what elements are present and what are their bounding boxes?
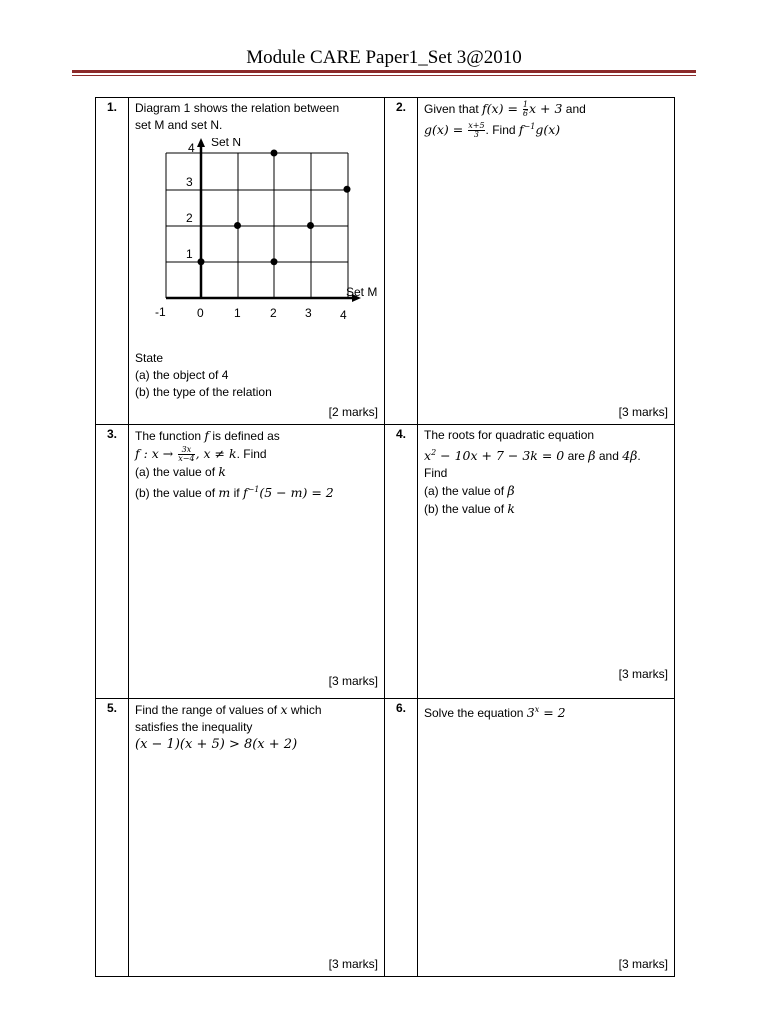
set-m-label: Set M (346, 285, 378, 299)
marks-label: [3 marks] (618, 957, 668, 971)
marks-label: [3 marks] (618, 667, 668, 681)
q4-part-b: (b) the value of k (424, 501, 515, 517)
q6-line1: Solve the equation $3^x = 2$ (424, 705, 566, 721)
y-tick: 2 (186, 211, 193, 225)
question-row-1 (96, 98, 675, 425)
question-2-cell (418, 98, 675, 425)
q1-text-line2: set M and set N. (135, 118, 223, 132)
q3-b-text: (b) the value of (135, 486, 216, 501)
question-5-cell (129, 699, 385, 977)
marks-label: [3 marks] (618, 405, 668, 419)
diagram-axes (166, 143, 357, 298)
diagram-grid (166, 153, 348, 298)
y-tick: 3 (186, 175, 193, 189)
x-tick: 2 (270, 306, 277, 320)
question-row-2 (96, 425, 675, 699)
q3-a-text: (a) the value of (135, 465, 216, 479)
relation-point (271, 150, 278, 157)
relation-point (234, 222, 241, 229)
x-tick: 0 (197, 306, 204, 320)
relation-point (271, 258, 278, 265)
q3-line1: The function f is defined as (135, 428, 280, 443)
q5-suffix-text: which (290, 703, 322, 717)
q3-part-b: (b) the value of m if $f^{-1}(5 - m) = 2$ (135, 485, 334, 501)
header-rule (72, 70, 696, 73)
q2-line1 (424, 100, 668, 118)
x-tick: 4 (340, 308, 347, 322)
q2-and-text: and (565, 102, 586, 116)
q4-and-text: and (598, 449, 619, 464)
marks-label: [3 marks] (328, 957, 378, 971)
page-title: Module CARE Paper1_Set 3@2010 (246, 47, 522, 68)
q2-given-text: Given that (424, 102, 479, 116)
question-number: 4. (385, 425, 418, 699)
q3-line2: f : x → $\frac{3x}{x-4}$ , x ≠ k. Find (135, 445, 267, 463)
q5-prefix-text: Find the range of values of (135, 703, 278, 717)
header-rule-thin (72, 75, 696, 76)
q2-line2 (424, 118, 668, 139)
q2-find-text: . Find (485, 123, 516, 138)
q4-line2: $x^2 - 10x + 7 - 3k = 0$ are β and 4β. (424, 448, 641, 464)
questions-table (95, 97, 675, 977)
marks-label: [2 marks] (328, 405, 378, 419)
question-number: 5. (96, 699, 129, 977)
x-tick: 3 (305, 306, 312, 320)
question-number: 3. (96, 425, 129, 699)
q5-line2: satisfies the inequality (135, 720, 253, 734)
q3-text: The function (135, 429, 202, 443)
q4-find: Find (424, 466, 448, 481)
relation-point (198, 258, 205, 265)
q2-g-def: g(x) = $\frac{x+5}{3}$ (424, 121, 485, 140)
question-3-cell (129, 425, 385, 699)
question-row-3 (96, 699, 675, 977)
relation-diagram (135, 138, 385, 328)
question-4-cell (418, 425, 675, 699)
question-1-cell (129, 98, 385, 425)
q4-line1: The roots for quadratic equation (424, 428, 595, 442)
q5-line1: Find the range of values of x which (135, 702, 322, 717)
q1-text-line1: Diagram 1 shows the relation between (135, 101, 340, 115)
q4-part-a: (a) the value of β (424, 483, 515, 499)
question-6-cell (418, 699, 675, 977)
question-number: 2. (385, 98, 418, 425)
q3-if-text: if (233, 486, 240, 501)
question-number: 6. (385, 699, 418, 977)
set-n-label: Set N (211, 138, 242, 149)
y-tick: 4 (188, 141, 195, 155)
q3-find-text: . Find (236, 447, 267, 461)
q2-expression: $f^{-1}g(x)$ (518, 122, 561, 138)
q3-defined-text: is defined as (212, 429, 280, 443)
q5-inequality: (x − 1)(x + 5) > 8(x + 2) (135, 737, 298, 752)
q6-prefix-text: Solve the equation (424, 706, 524, 721)
q2-f-def: f(x) = $\frac{1}{6}$ x + 3 (482, 100, 563, 118)
x-tick: -1 (155, 305, 166, 319)
q4-are-text: are (567, 449, 585, 464)
q1-state: State (135, 351, 164, 365)
relation-point (344, 186, 351, 193)
y-tick: 1 (186, 247, 193, 261)
x-tick: 1 (234, 306, 241, 320)
question-number: 1. (96, 98, 129, 425)
marks-label: [3 marks] (328, 674, 378, 688)
q4-b-text: (b) the value of (424, 502, 505, 517)
q3-part-a: (a) the value of k (135, 464, 226, 479)
q4-a-text: (a) the value of (424, 484, 505, 499)
q1-part-b: (b) the type of the relation (135, 385, 272, 399)
q1-part-a: (a) the object of 4 (135, 368, 229, 382)
relation-point (307, 222, 314, 229)
